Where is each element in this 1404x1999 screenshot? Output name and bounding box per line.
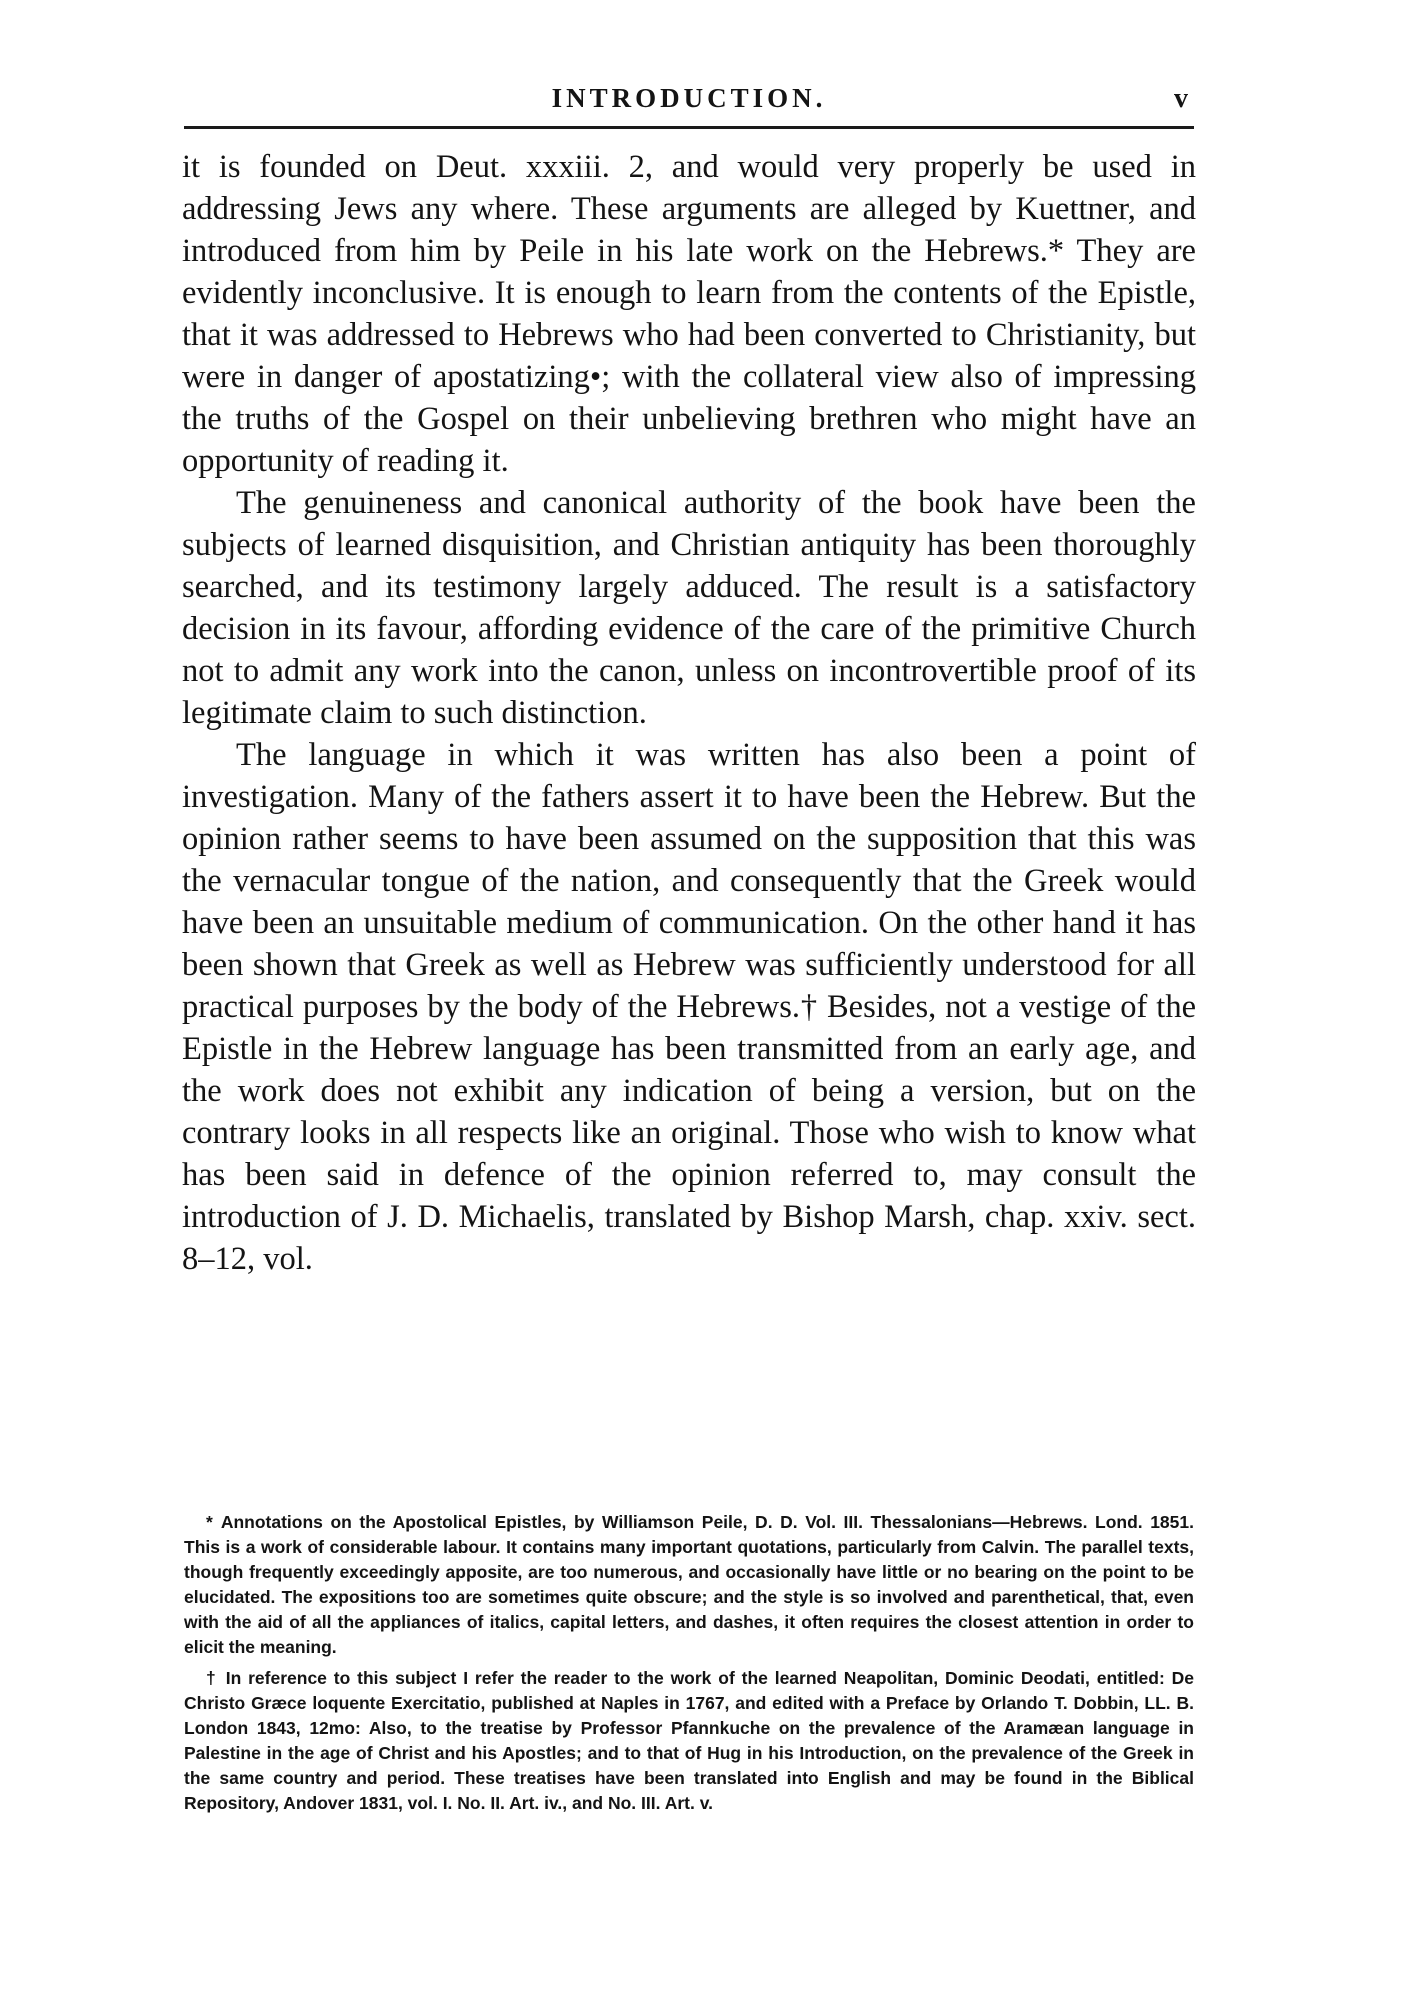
paragraph-continued: it is founded on Deut. xxxiii. 2, and would very properly be used in addressing Jews any where. These arguments are alleged by Kuettner, and introduced from him by Peile in his late work on the Hebrews.* They are evidently inconclusive. It is enough to learn from the contents of the Epistle, that it was addressed to Hebrews who had been converted to Christianity, but were in danger of apostatizing•; with the collateral view also of impressing the truths of the Gospel on their unbelieving brethren who might have an opportunity of reading it. [182, 149, 1196, 479]
body-text [182, 146, 1196, 1280]
paragraph-language: The language in which it was written has also been a point of investigation. Many of the fathers assert it to have been the Hebrew. But the opinion rather seems to have been assumed on the supposition that this was the vernacular tongue of the nation, and consequently that the Greek would have been an unsuitable medium of communication. On the other hand it has been shown that Greek as well as Hebrew was sufficiently understood for all practical purposes by the body of the Hebrews.† Besides, not a vestige of the Epistle in the Hebrew language has been transmitted from an early age, and the work does not exhibit any indication of being a version, but on the contrary looks in all respects like an original. Those who wish to know what has been said in defence of the opinion referred to, may consult the introduction of J. D. Michaelis, translated by Bishop Marsh, chap. xxiv. sect. 8–12, vol. [182, 737, 1196, 1277]
footnote-dagger [184, 1666, 1194, 1816]
footnotes [184, 1510, 1194, 1822]
paragraph-genuineness: The genuineness and canonical authority of the book have been the subjects of learned disquisition, and Christian antiquity has been thoroughly searched, and its testimony largely adduced. The result is a satisfactory decision in its favour, affording evidence of the care of the primitive Church not to admit any work into the canon, unless on incontrovertible proof of its legitimate claim to such distinction. [182, 485, 1196, 731]
footnote-text: Annotations on the Apostolical Epistles, by Williamson Peile, D. D. Vol. III. Thessalonians—Hebrews. Lond. 1851. This is a work of considerable labour. It contains many important quotations, particularly from Calvin. The parallel texts, though frequently exceedingly apposite, are too numerous, and occasionally have little or no bearing on the point to be elucidated. The expositions too are sometimes quite obscure; and the style is so involved and parenthetical, that, even with the aid of all the appliances of italics, capital letters, and dashes, it often requires the closest attention in order to elicit the meaning. [184, 1512, 1194, 1657]
running-head [184, 83, 1194, 119]
footnote-text: In reference to this subject I refer the reader to the work of the learned Neapolitan, Dominic Deodati, entitled: De Christo Græce loquente Exercitatio, published at Naples in 1767, and edited with a Preface by Orlando T. Dobbin, LL. B. London 1843, 12mo: Also, to the treatise by Professor Pfannkuche on the prevalence of the Aramæan language in Palestine in the age of Christ and his Apostles; and to that of Hug in his Introduction, on the prevalence of the Greek in the same country and period. These treatises have been translated into English and may be found in the Biblical Repository, Andover 1831, vol. I. No. II. Art. iv., and No. III. Art. v. [184, 1668, 1194, 1813]
page-number: v [1174, 83, 1188, 114]
footnote-mark: † [206, 1668, 218, 1688]
header-rule [184, 126, 1194, 129]
running-title: INTRODUCTION. [551, 83, 827, 113]
footnote-asterisk [184, 1510, 1194, 1660]
footnote-mark: * [206, 1512, 213, 1532]
